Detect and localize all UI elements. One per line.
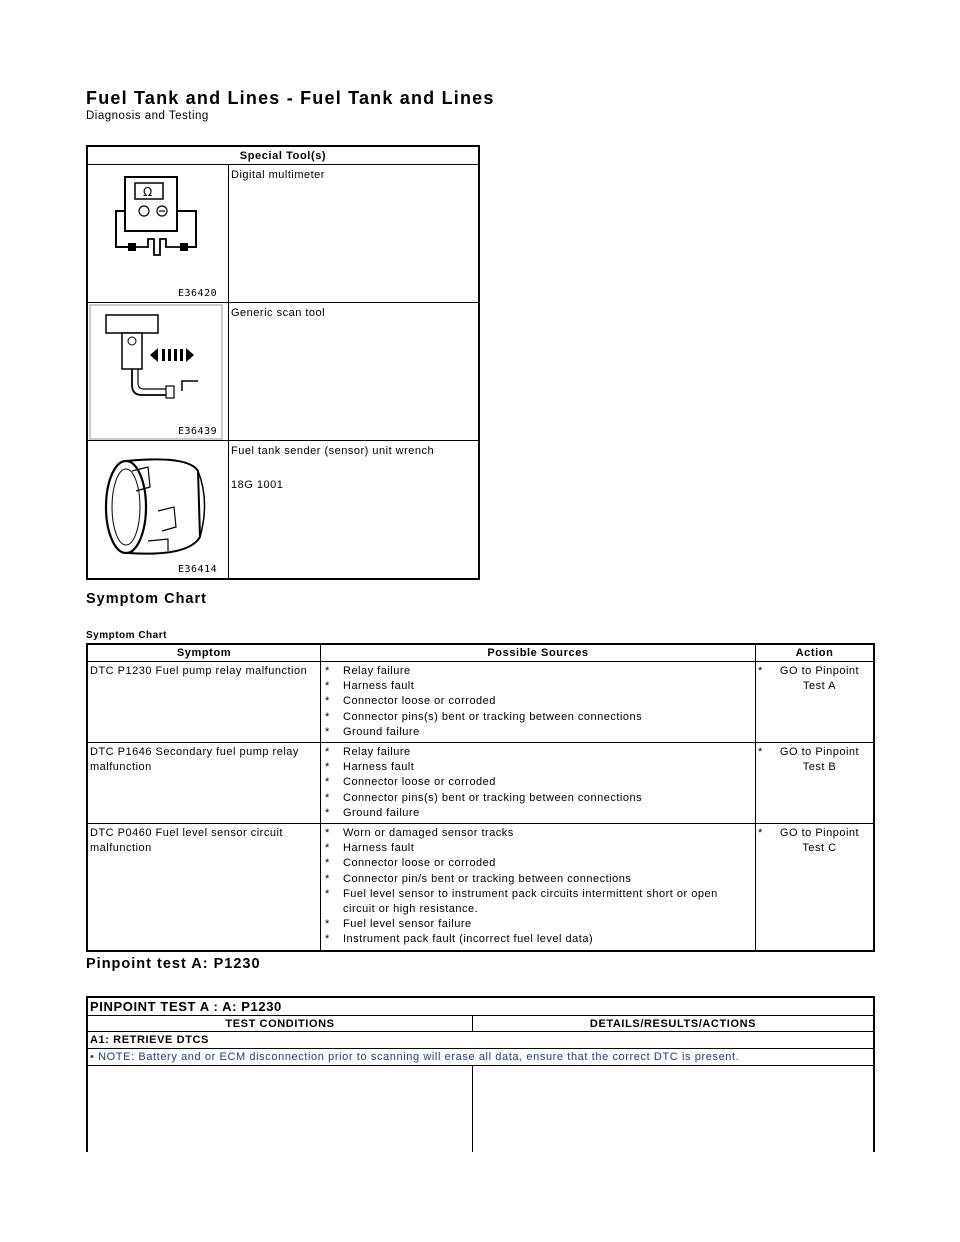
list-item: * Fuel level sensor to instrument pack circuits intermittent short or open circuit or high resistance.	[325, 887, 753, 917]
table-row	[87, 824, 874, 951]
list-item: * Harness fault	[325, 760, 753, 775]
action-cell	[756, 662, 875, 743]
details-cell	[473, 1066, 875, 1153]
list-item: * Connector loose or corroded	[325, 775, 753, 790]
list-item: * Harness fault	[325, 841, 753, 856]
list-item: * Connector pins(s) bent or tracking between connections	[325, 710, 753, 725]
symptom-cell: DTC P1646 Secondary fuel pump relay malfunction	[87, 743, 321, 824]
symptom-chart-caption: Symptom Chart	[86, 630, 167, 641]
table-row	[87, 662, 874, 743]
pinpoint-test-table	[86, 996, 875, 1152]
tool-name: Fuel tank sender (sensor) unit wrench	[231, 445, 435, 457]
list-item: * Connector loose or corroded	[325, 856, 753, 871]
column-header-action: Action	[756, 644, 875, 662]
tool-row	[87, 165, 479, 303]
tool-image-code: E36420	[178, 288, 218, 299]
tool-image-code: E36439	[178, 426, 218, 437]
tool-description	[229, 165, 480, 303]
pinpoint-step: A1: RETRIEVE DTCS	[87, 1032, 874, 1049]
symptom-cell: DTC P0460 Fuel level sensor circuit malfunction	[87, 824, 321, 951]
page-subtitle: Diagnosis and Testing	[86, 110, 209, 122]
list-item: * Ground failure	[325, 806, 753, 821]
tool-description	[229, 441, 480, 580]
tool-image-sender-wrench	[87, 441, 229, 580]
action-link[interactable]: * GO to Pinpoint Test B	[756, 745, 871, 775]
tool-image-scan-tool	[87, 303, 229, 441]
column-header-symptom: Symptom	[87, 644, 321, 662]
test-conditions-cell	[87, 1066, 473, 1153]
tool-name: Digital multimeter	[231, 169, 325, 181]
list-item: * Connector pin/s bent or tracking between connections	[325, 872, 753, 887]
list-item: * Instrument pack fault (incorrect fuel level data)	[325, 932, 753, 947]
scan-tool-illustration	[88, 303, 228, 440]
page-title: Fuel Tank and Lines - Fuel Tank and Lines	[86, 88, 495, 108]
list-item: * Relay failure	[325, 745, 753, 760]
action-cell	[756, 824, 875, 951]
pinpoint-heading: Pinpoint test A: P1230	[86, 956, 261, 972]
special-tools-heading: Special Tool(s)	[87, 146, 479, 165]
symptom-cell: DTC P1230 Fuel pump relay malfunction	[87, 662, 321, 743]
tool-image-multimeter	[87, 165, 229, 303]
list-item: * Ground failure	[325, 725, 753, 740]
symptom-chart-table	[86, 643, 875, 952]
possible-sources-cell	[321, 743, 756, 824]
multimeter-illustration	[88, 165, 228, 302]
tool-part-number: 18G 1001	[231, 479, 284, 491]
list-item: * Connector loose or corroded	[325, 694, 753, 709]
possible-sources-cell	[321, 662, 756, 743]
tool-image-code: E36414	[178, 564, 218, 575]
tool-row	[87, 441, 479, 580]
list-item: * Fuel level sensor failure	[325, 917, 753, 932]
action-link[interactable]: * GO to Pinpoint Test C	[756, 826, 871, 856]
pinpoint-table-title: PINPOINT TEST A : A: P1230	[87, 997, 874, 1016]
list-item: * Worn or damaged sensor tracks	[325, 826, 753, 841]
svg-text:Ω: Ω	[143, 185, 153, 199]
special-tools-table	[86, 145, 480, 580]
tool-description	[229, 303, 480, 441]
action-link[interactable]: * GO to Pinpoint Test A	[756, 664, 871, 694]
list-item: * Connector pins(s) bent or tracking between connections	[325, 791, 753, 806]
possible-sources-cell	[321, 824, 756, 951]
column-header-details: DETAILS/RESULTS/ACTIONS	[473, 1016, 875, 1032]
list-item: * Harness fault	[325, 679, 753, 694]
pinpoint-note: • NOTE: Battery and or ECM disconnection prior to scanning will erase all data, ensure that the correct DTC is present.	[87, 1049, 874, 1066]
action-cell	[756, 743, 875, 824]
tool-row	[87, 303, 479, 441]
tool-name: Generic scan tool	[231, 307, 326, 319]
table-row	[87, 743, 874, 824]
column-header-possible-sources: Possible Sources	[321, 644, 756, 662]
list-item: * Relay failure	[325, 664, 753, 679]
column-header-test-conditions: TEST CONDITIONS	[87, 1016, 473, 1032]
table-header-row	[87, 644, 874, 662]
sender-wrench-illustration	[88, 441, 228, 578]
symptom-chart-heading: Symptom Chart	[86, 591, 207, 607]
